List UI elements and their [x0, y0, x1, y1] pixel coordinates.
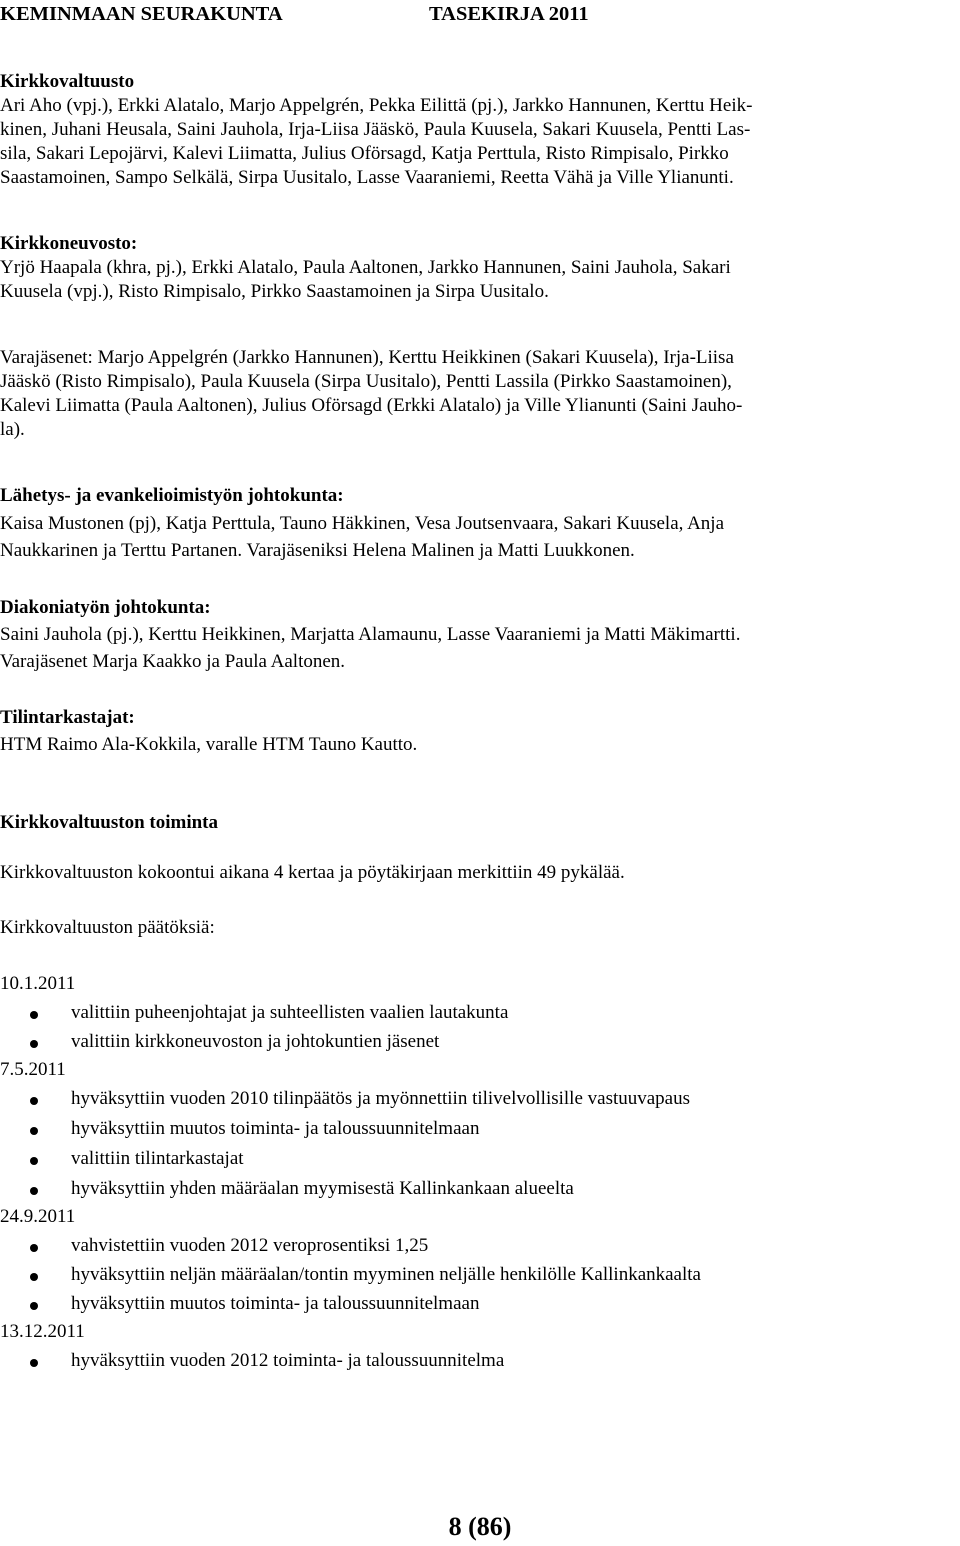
- varajasenet-line: Varajäsenet: Marjo Appelgrén (Jarkko Hannunen), Kerttu Heikkinen (Sakari Kuusela), Irja-Liisa: [0, 347, 734, 368]
- decision-text: hyväksyttiin vuoden 2012 toiminta- ja taloussuunnitelma: [71, 1350, 505, 1371]
- kirkkovaltuusto-heading: Kirkkovaltuusto: [0, 71, 135, 92]
- decision-text: valittiin puheenjohtajat ja suhteellisten vaalien lautakunta: [71, 1002, 509, 1023]
- diakonia-members-line: Varajäsenet Marja Kaakko ja Paula Aaltonen.: [0, 651, 346, 672]
- bullet-icon: [30, 1273, 38, 1281]
- decision-text: hyväksyttiin muutos toiminta- ja taloussuunnitelmaan: [71, 1293, 480, 1314]
- decision-text: valittiin tilintarkastajat: [71, 1148, 244, 1169]
- bullet-icon: [30, 1011, 38, 1019]
- kirkkovaltuusto-members-line: Saastamoinen, Sampo Selkälä, Sirpa Uusitalo, Lasse Vaaraniemi, Reetta Vähä ja Ville Ylianunti.: [0, 167, 734, 188]
- bullet-icon: [30, 1187, 38, 1195]
- lahetys-members-line: Naukkarinen ja Terttu Partanen. Varajäseniksi Helena Malinen ja Matti Luukkonen.: [0, 540, 635, 561]
- bullet-icon: [30, 1244, 38, 1252]
- kirkkoneuvosto-heading: Kirkkoneuvosto:: [0, 233, 138, 254]
- kirkkoneuvosto-members-line: Yrjö Haapala (khra, pj.), Erkki Alatalo, Paula Aaltonen, Jarkko Hannunen, Saini Jauhola, Sakari: [0, 257, 731, 278]
- decision-text: hyväksyttiin yhden määräalan myymisestä Kallinkankaan alueelta: [71, 1178, 574, 1199]
- decision-text: hyväksyttiin muutos toiminta- ja taloussuunnitelmaan: [71, 1118, 480, 1139]
- tilintarkastajat-heading: Tilintarkastajat:: [0, 707, 135, 728]
- decision-text: hyväksyttiin vuoden 2010 tilinpäätös ja myönnettiin tilivelvollisille vastuuvapaus: [71, 1088, 691, 1109]
- varajasenet-line: la).: [0, 419, 25, 440]
- bullet-icon: [30, 1127, 38, 1135]
- kirkkovaltuusto-members-line: kinen, Juhani Heusala, Saini Jauhola, Irja-Liisa Jääskö, Paula Kuusela, Sakari Kuusela, Pentti Las-: [0, 119, 751, 140]
- bullet-icon: [30, 1097, 38, 1105]
- diakonia-heading: Diakoniatyön johtokunta:: [0, 597, 211, 618]
- meeting-date: 13.12.2011: [0, 1321, 85, 1342]
- decision-text: vahvistettiin vuoden 2012 veroprosentiksi 1,25: [71, 1235, 429, 1256]
- toiminta-heading: Kirkkovaltuuston toiminta: [0, 812, 219, 833]
- bullet-icon: [30, 1157, 38, 1165]
- tilintarkastajat-line: HTM Raimo Ala-Kokkila, varalle HTM Tauno Kautto.: [0, 734, 418, 755]
- meeting-date: 10.1.2011: [0, 973, 76, 994]
- varajasenet-line: Jääskö (Risto Rimpisalo), Paula Kuusela (Sirpa Uusitalo), Pentti Lassila (Pirkko Saastamoinen),: [0, 371, 732, 392]
- kirkkoneuvosto-members-line: Kuusela (vpj.), Risto Rimpisalo, Pirkko Saastamoinen ja Sirpa Uusitalo.: [0, 281, 549, 302]
- bullet-icon: [30, 1040, 38, 1048]
- diakonia-members-line: Saini Jauhola (pj.), Kerttu Heikkinen, Marjatta Alamaunu, Lasse Vaaraniemi ja Matti Mäkimartti.: [0, 624, 741, 645]
- lahetys-heading: Lähetys- ja evankelioimistyön johtokunta:: [0, 485, 344, 506]
- meeting-date: 7.5.2011: [0, 1059, 66, 1080]
- lahetys-members-line: Kaisa Mustonen (pj), Katja Perttula, Tauno Häkkinen, Vesa Joutsenvaara, Sakari Kuusela, Anja: [0, 513, 725, 534]
- bullet-icon: [30, 1302, 38, 1310]
- header-document-title: TASEKIRJA 2011: [429, 3, 589, 25]
- header-organization: KEMINMAAN SEURAKUNTA: [0, 3, 283, 25]
- meeting-date: 24.9.2011: [0, 1206, 76, 1227]
- decisions-label: Kirkkovaltuuston päätöksiä:: [0, 917, 215, 938]
- decision-text: valittiin kirkkoneuvoston ja johtokuntien jäsenet: [71, 1031, 440, 1052]
- bullet-icon: [30, 1359, 38, 1367]
- kirkkovaltuusto-members-line: Ari Aho (vpj.), Erkki Alatalo, Marjo Appelgrén, Pekka Eilittä (pj.), Jarkko Hannunen, Kerttu Heik-: [0, 95, 753, 116]
- toiminta-summary: Kirkkovaltuuston kokoontui aikana 4 kertaa ja pöytäkirjaan merkittiin 49 pykälää.: [0, 862, 625, 883]
- decision-text: hyväksyttiin neljän määräalan/tontin myyminen neljälle henkilölle Kallinkankaalta: [71, 1264, 701, 1285]
- varajasenet-line: Kalevi Liimatta (Paula Aaltonen), Julius Oförsagd (Erkki Alatalo) ja Ville Ylianunti (Saini Jauho-: [0, 395, 743, 416]
- page-number: 8 (86): [448, 1512, 512, 1541]
- kirkkovaltuusto-members-line: sila, Sakari Lepojärvi, Kalevi Liimatta, Julius Oförsagd, Katja Perttula, Risto Rimpisalo, Pirkko: [0, 143, 729, 164]
